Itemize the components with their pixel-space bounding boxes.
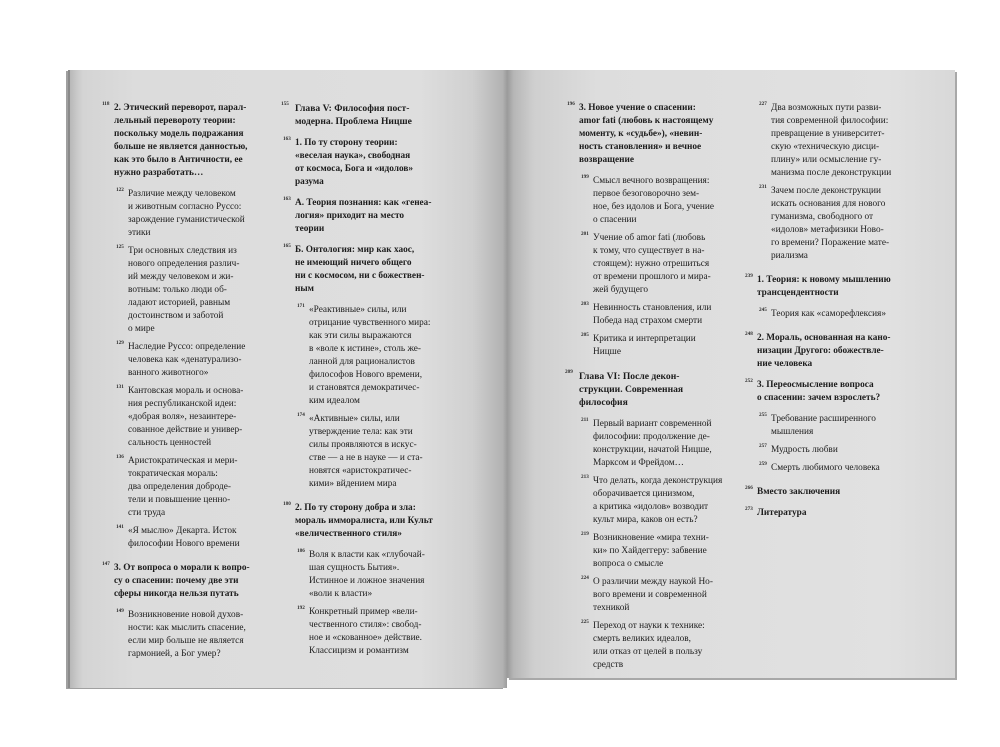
toc-entry-text: «Реактивные» силы, или отрицание чувственного мира: как эти силы выражаются в «воле к истине», столь же- ланной для рационалистов философов Нового времени, и становятся демократичес- ким идеалом xyxy=(309,305,431,406)
toc-entry-text: Что делать, когда деконструкция оборачивается цинизмом, а критика «идолов» возводит культ мира, каков он есть? xyxy=(593,476,723,525)
toc-entry xyxy=(281,101,479,128)
toc-entry-text: Глава VI: После декон- струкции. Современная философия xyxy=(579,371,684,408)
page-number: 149 xyxy=(116,608,124,614)
toc-entry-text: Различие между человеком и животным согласно Руссо: зарождение гуманистической этики xyxy=(128,189,245,238)
page-number: 203 xyxy=(581,301,589,307)
toc-entry xyxy=(102,561,292,601)
toc-entry xyxy=(567,101,755,167)
page-number: 257 xyxy=(759,443,767,449)
page-number: 224 xyxy=(581,575,589,581)
toc-entry xyxy=(116,244,292,336)
page-number: 192 xyxy=(297,605,305,611)
page-number: 131 xyxy=(116,384,124,390)
toc-entry xyxy=(581,417,755,470)
toc-column-left-2 xyxy=(281,101,479,663)
page-number: 205 xyxy=(581,332,589,338)
toc-entry xyxy=(581,174,755,227)
toc-entry xyxy=(581,619,755,672)
toc-entry-text: 2. Мораль, основанная на кано- низации Другого: обожествле- ние человека xyxy=(757,333,891,369)
toc-entry-text: Мудрость любви xyxy=(771,445,838,455)
toc-entry xyxy=(581,231,755,297)
page-number: 147 xyxy=(102,561,110,567)
toc-entry xyxy=(116,340,292,380)
toc-entry xyxy=(759,184,943,263)
toc-entry xyxy=(745,331,943,371)
toc-entry xyxy=(297,548,479,601)
left-page xyxy=(70,70,507,688)
toc-entry xyxy=(116,524,292,551)
toc-entry xyxy=(116,187,292,240)
page-number: 211 xyxy=(581,417,589,423)
page-number: 252 xyxy=(745,378,753,384)
toc-entry-text: Два возможных пути разви- тия современной философии: превращение в университет- скую «техническую дисци- плину» или осмысление гу- манизма после деконструкции xyxy=(771,103,892,178)
toc-column-right-1 xyxy=(565,101,755,677)
page-number: 163 xyxy=(283,136,291,142)
page-number: 219 xyxy=(581,531,589,537)
toc-entry-text: 3. Новое учение о спасении: amor fati (любовь к настоящему моменту, к «судьбе»), «невин- ность становления» и вечное возвращение xyxy=(579,103,714,165)
page-number: 231 xyxy=(759,184,767,190)
toc-entry xyxy=(745,485,943,499)
toc-entry-text: Литература xyxy=(757,508,807,518)
page-number: 141 xyxy=(116,524,124,530)
toc-entry xyxy=(297,303,479,408)
toc-entry xyxy=(581,575,755,615)
page-number: 227 xyxy=(759,101,767,107)
toc-entry-text: «Я мыслю» Декарта. Исток философии Нового времени xyxy=(128,526,240,549)
toc-entry xyxy=(759,412,943,439)
toc-entry-text: Первый вариант современной философии: продолжение де- конструкции, начатой Ницше, Марксом и Фрейдом… xyxy=(593,419,712,468)
toc-entry xyxy=(116,454,292,520)
toc-entry xyxy=(745,273,943,300)
toc-entry-text: Наследие Руссо: определение человека как «денатурализо- ванного животного» xyxy=(128,342,246,378)
page-number: 239 xyxy=(745,273,753,279)
toc-entry xyxy=(102,101,292,180)
toc-entry-text: Конкретный пример «вели- чественного стиля»: свобод- ное и «скованное» действие. Классицизм и романтизм xyxy=(309,607,422,656)
page-number: 209 xyxy=(565,369,573,375)
toc-entry-text: 1. По ту сторону теории: «веселая наука», свободная от космоса, Бога и «идолов» разума xyxy=(295,138,414,187)
toc-entry-text: 2. По ту сторону добра и зла: мораль имморалиста, или Культ «величественного стиля» xyxy=(295,503,433,539)
toc-entry-text: А. Теория познания: как «генеа- логия» приходит на место теории xyxy=(295,198,432,234)
page-number: 125 xyxy=(116,244,124,250)
toc-entry-text: 3. От вопроса о морали к вопро- су о спасении: почему две эти сферы никогда нельзя путать xyxy=(114,563,250,599)
toc-entry-text: Воля к власти как «глубочай- шая сущность Бытия». Истинное и ложное значения «воли к власти» xyxy=(309,550,425,599)
toc-entry xyxy=(116,384,292,450)
page-number: 186 xyxy=(297,548,305,554)
toc-column-left-1 xyxy=(102,101,292,666)
page-number: 266 xyxy=(745,485,753,491)
toc-entry xyxy=(581,332,755,359)
toc-entry xyxy=(745,506,943,520)
page-number: 122 xyxy=(116,187,124,193)
toc-entry xyxy=(759,307,943,321)
toc-entry xyxy=(283,243,479,296)
toc-entry-text: Смысл вечного возвращения: первое безоговорочно зем- ное, без идолов и Бога, учение о спасении xyxy=(593,176,714,225)
toc-entry xyxy=(283,196,479,236)
page-number: 255 xyxy=(759,412,767,418)
right-page xyxy=(507,70,955,678)
toc-entry-text: 1. Теория: к новому мышлению трансцендентности xyxy=(757,275,891,298)
toc-entry-text: Переход от науки к технике: смерть великих идеалов, или отказ от целей в пользу средств xyxy=(593,621,705,670)
page-number: 180 xyxy=(283,501,291,507)
toc-entry xyxy=(759,101,943,180)
page-number: 201 xyxy=(581,231,589,237)
page-number: 118 xyxy=(102,101,110,107)
toc-entry xyxy=(759,443,943,457)
toc-entry-text: 3. Переосмысление вопроса о спасении: зачем взрослеть? xyxy=(757,380,881,403)
page-number: 155 xyxy=(281,101,289,107)
toc-entry xyxy=(581,474,755,527)
toc-entry xyxy=(745,378,943,405)
page-number: 136 xyxy=(116,454,124,460)
page-number: 199 xyxy=(581,174,589,180)
page-number: 174 xyxy=(297,412,305,418)
page-number: 129 xyxy=(116,340,124,346)
toc-entry-text: Кантовская мораль и основа- ния республиканской идеи: «добрая воля», незаинтере- сованное действие и универ- сальность ценностей xyxy=(128,386,244,448)
toc-entry-text: Б. Онтология: мир как хаос, не имеющий ничего общего ни с космосом, ни с божествен- ным xyxy=(295,245,425,294)
page-number: 196 xyxy=(567,101,575,107)
page-number: 163 xyxy=(283,196,291,202)
toc-entry-text: Требование расширенного мышления xyxy=(771,414,876,437)
toc-entry-text: Возникновение «мира техни- ки» по Хайдеггеру: забвение вопроса о смысле xyxy=(593,533,709,569)
toc-entry-text: Возникновение новой духов- ности: как мыслить спасение, если мир больше не является гармонией, а Бог умер? xyxy=(128,610,246,659)
toc-entry-text: Вместо заключения xyxy=(757,487,841,497)
toc-entry-text: Невинность становления, или Победа над страхом смерти xyxy=(593,303,712,326)
toc-entry xyxy=(581,301,755,328)
page-number: 165 xyxy=(283,243,291,249)
toc-entry xyxy=(116,608,292,661)
toc-entry xyxy=(297,605,479,658)
page-number: 273 xyxy=(745,506,753,512)
toc-column-right-2 xyxy=(745,101,943,528)
toc-entry-text: Аристократическая и мери- тократическая мораль: два определения доброде- тели и повышение ценно- сти труда xyxy=(128,456,238,518)
page-number: 171 xyxy=(297,303,305,309)
toc-entry xyxy=(565,369,755,409)
toc-entry xyxy=(759,461,943,475)
page-number: 245 xyxy=(759,307,767,313)
toc-entry-text: Три основных следствия из нового определения различ- ий между человеком и жи- вотным: только люди об- ладают историей, равным достоинством и заботой о мире xyxy=(128,246,240,334)
page-number: 225 xyxy=(581,619,589,625)
toc-entry-text: Смерть любимого человека xyxy=(771,463,880,473)
toc-entry-text: Зачем после деконструкции искать основания для нового гуманизма, свободного от «идолов» метафизики Ново- го времени? Поражение мате- риализма xyxy=(771,186,890,261)
toc-entry xyxy=(581,531,755,571)
toc-entry-text: 2. Этический переворот, парал- лельный перевороту теории: поскольку модель подражания больше не является данностью, как это было в Античности, ее нужно разработать… xyxy=(114,103,248,178)
toc-entry-text: Учение об amor fati (любовь к тому, что существует в на- стоящем): нужно отрешиться от времени прошлого и мира- жей будущего xyxy=(593,233,711,295)
toc-entry-text: О различии между наукой Но- вого времени и современной техникой xyxy=(593,577,713,613)
toc-entry-text: Глава V: Философия пост- модерна. Проблема Ницше xyxy=(295,103,412,127)
page-number: 248 xyxy=(745,331,753,337)
page-number: 259 xyxy=(759,461,767,467)
toc-entry-text: «Активные» силы, или утверждение тела: как эти силы проявляются в искус- стве — а не в науке — и ста- новятся «аристократичес- кими» вйдением мира xyxy=(309,414,423,489)
toc-entry-text: Теория как «саморефлексия» xyxy=(771,309,886,319)
toc-entry-text: Критика и интерпретации Ницше xyxy=(593,334,696,357)
toc-entry xyxy=(283,136,479,189)
toc-entry xyxy=(283,501,479,541)
toc-entry xyxy=(297,412,479,491)
page-number: 213 xyxy=(581,474,589,480)
